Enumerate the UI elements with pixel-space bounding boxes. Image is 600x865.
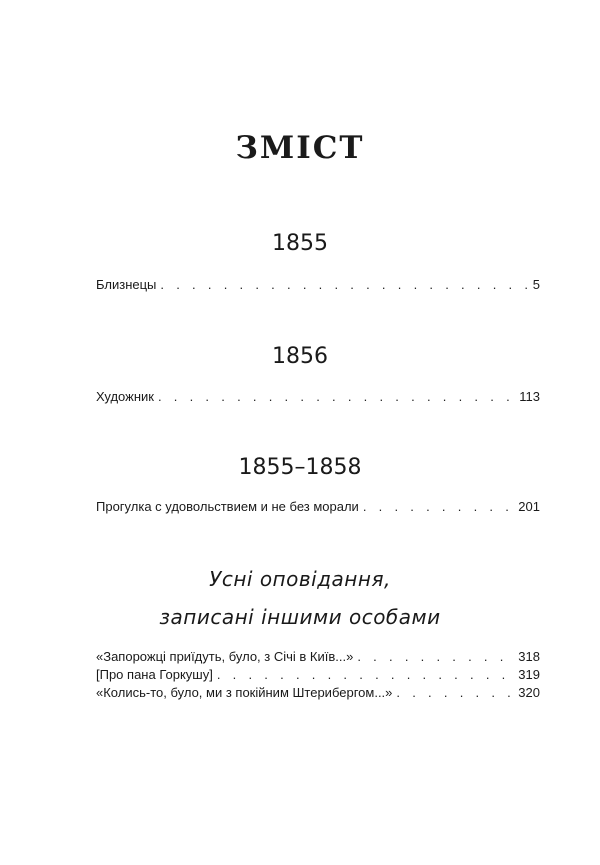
- toc-entry[interactable]: [96, 666, 540, 684]
- toc-entry-page: 318: [518, 649, 540, 664]
- toc-entry-page: 113: [519, 389, 540, 404]
- toc-entry[interactable]: [96, 388, 540, 406]
- toc-entry-title: «Запорожці приїдуть, було, з Січі в Київ...»: [96, 649, 354, 664]
- toc-entry-title: Художник: [96, 389, 154, 404]
- toc-entry[interactable]: [96, 498, 540, 516]
- toc-entry[interactable]: [96, 648, 540, 666]
- toc-entry[interactable]: [96, 684, 540, 702]
- section-heading-oral-stories-line1: Усні оповідання,: [209, 567, 391, 591]
- section-heading-oral-stories-line2: записані іншими особами: [159, 605, 441, 629]
- page-title: ЗМІСТ: [235, 130, 365, 166]
- leader-dots: [363, 498, 514, 516]
- toc-list-1856: [96, 388, 540, 406]
- toc-entry-page: 320: [518, 685, 540, 700]
- toc-entry-title: Близнецы: [96, 277, 157, 292]
- toc-entry-page: 5: [532, 277, 540, 292]
- section-heading-1855: 1855: [272, 231, 328, 256]
- toc-list-oral-stories: [96, 648, 540, 702]
- toc-entry[interactable]: [96, 276, 540, 294]
- leader-dots: [396, 684, 514, 702]
- toc-entry-page: 201: [518, 499, 540, 514]
- toc-entry-title: «Колись-то, було, ми з покійним Штерибергом...»: [96, 685, 393, 700]
- section-heading-1856: 1856: [272, 344, 328, 369]
- section-heading-1855-1858: 1855–1858: [238, 455, 362, 480]
- leader-dots: [158, 388, 515, 406]
- leader-dots: [160, 276, 528, 294]
- toc-list-1855-1858: [96, 498, 540, 516]
- toc-entry-title: [Про пана Горкушу]: [96, 667, 213, 682]
- toc-list-1855: [96, 276, 540, 294]
- toc-entry-page: 319: [518, 667, 540, 682]
- leader-dots: [357, 648, 514, 666]
- toc-entry-title: Прогулка с удовольствием и не без морали: [96, 499, 359, 514]
- leader-dots: [217, 666, 514, 684]
